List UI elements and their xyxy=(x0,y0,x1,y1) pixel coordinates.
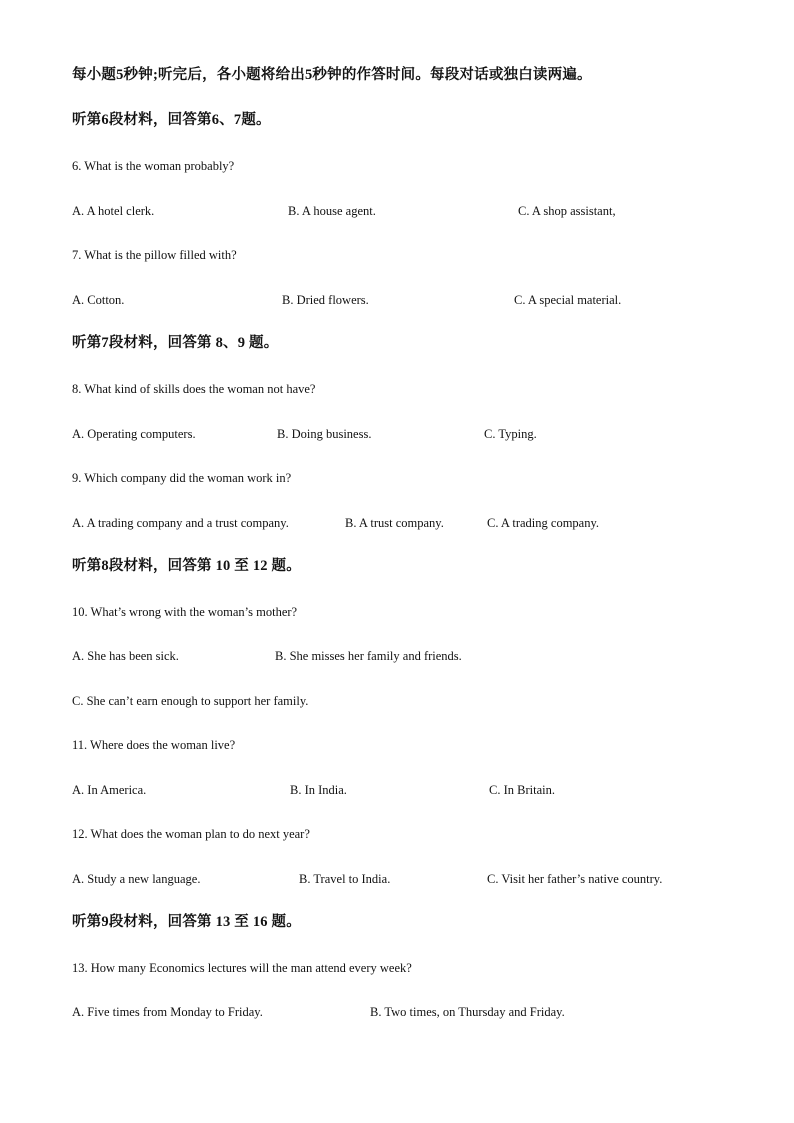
section-heading-8: 听第8段材料，回答第 10 至 12 题。 xyxy=(72,558,301,574)
question-8-option-b: B. Doing business. xyxy=(277,427,372,441)
question-9-option-a: A. A trading company and a trust company. xyxy=(72,516,289,530)
question-12-option-a: A. Study a new language. xyxy=(72,872,201,886)
section-heading-7: 听第7段材料，回答第 8、9 题。 xyxy=(72,335,279,351)
question-6-stem: 6. What is the woman probably? xyxy=(72,159,235,173)
question-7-option-b: B. Dried flowers. xyxy=(282,293,369,307)
question-11-option-b: B. In India. xyxy=(290,783,347,797)
question-12-option-b: B. Travel to India. xyxy=(299,872,391,886)
question-11-option-a: A. In America. xyxy=(72,783,147,797)
question-6-option-c: C. A shop assistant, xyxy=(518,204,616,218)
question-9-option-c: C. A trading company. xyxy=(487,516,600,530)
question-6-option-a: A. A hotel clerk. xyxy=(72,204,155,218)
instructions-text: 每小题5秒钟;听完后，各小题将给出5秒钟的作答时间。每段对话或独白读两遍。 xyxy=(72,67,592,83)
section-heading-6: 听第6段材料，回答第6、7题。 xyxy=(72,112,271,128)
question-13-stem: 13. How many Economics lectures will the man attend every week? xyxy=(72,961,412,975)
question-8-option-a: A. Operating computers. xyxy=(72,427,196,441)
question-11-option-c: C. In Britain. xyxy=(489,783,555,797)
question-10-stem: 10. What’s wrong with the woman’s mother? xyxy=(72,605,298,619)
question-9-stem: 9. Which company did the woman work in? xyxy=(72,471,292,485)
question-7-option-c: C. A special material. xyxy=(514,293,622,307)
question-8-option-c: C. Typing. xyxy=(484,427,537,441)
question-13-option-b: B. Two times, on Thursday and Friday. xyxy=(370,1005,565,1019)
question-11-stem: 11. Where does the woman live? xyxy=(72,738,236,752)
question-7-option-a: A. Cotton. xyxy=(72,293,125,307)
question-12-option-c: C. Visit her father’s native country. xyxy=(487,872,663,886)
question-12-stem: 12. What does the woman plan to do next year? xyxy=(72,827,310,841)
question-10-option-b: B. She misses her family and friends. xyxy=(275,649,462,663)
section-heading-9: 听第9段材料，回答第 13 至 16 题。 xyxy=(72,914,301,930)
question-10-option-c: C. She can’t earn enough to support her family. xyxy=(72,694,309,708)
question-6-option-b: B. A house agent. xyxy=(288,204,376,218)
question-10-option-a: A. She has been sick. xyxy=(72,649,179,663)
question-13-option-a: A. Five times from Monday to Friday. xyxy=(72,1005,263,1019)
question-9-option-b: B. A trust company. xyxy=(345,516,444,530)
question-8-stem: 8. What kind of skills does the woman not have? xyxy=(72,382,316,396)
question-7-stem: 7. What is the pillow filled with? xyxy=(72,248,237,262)
